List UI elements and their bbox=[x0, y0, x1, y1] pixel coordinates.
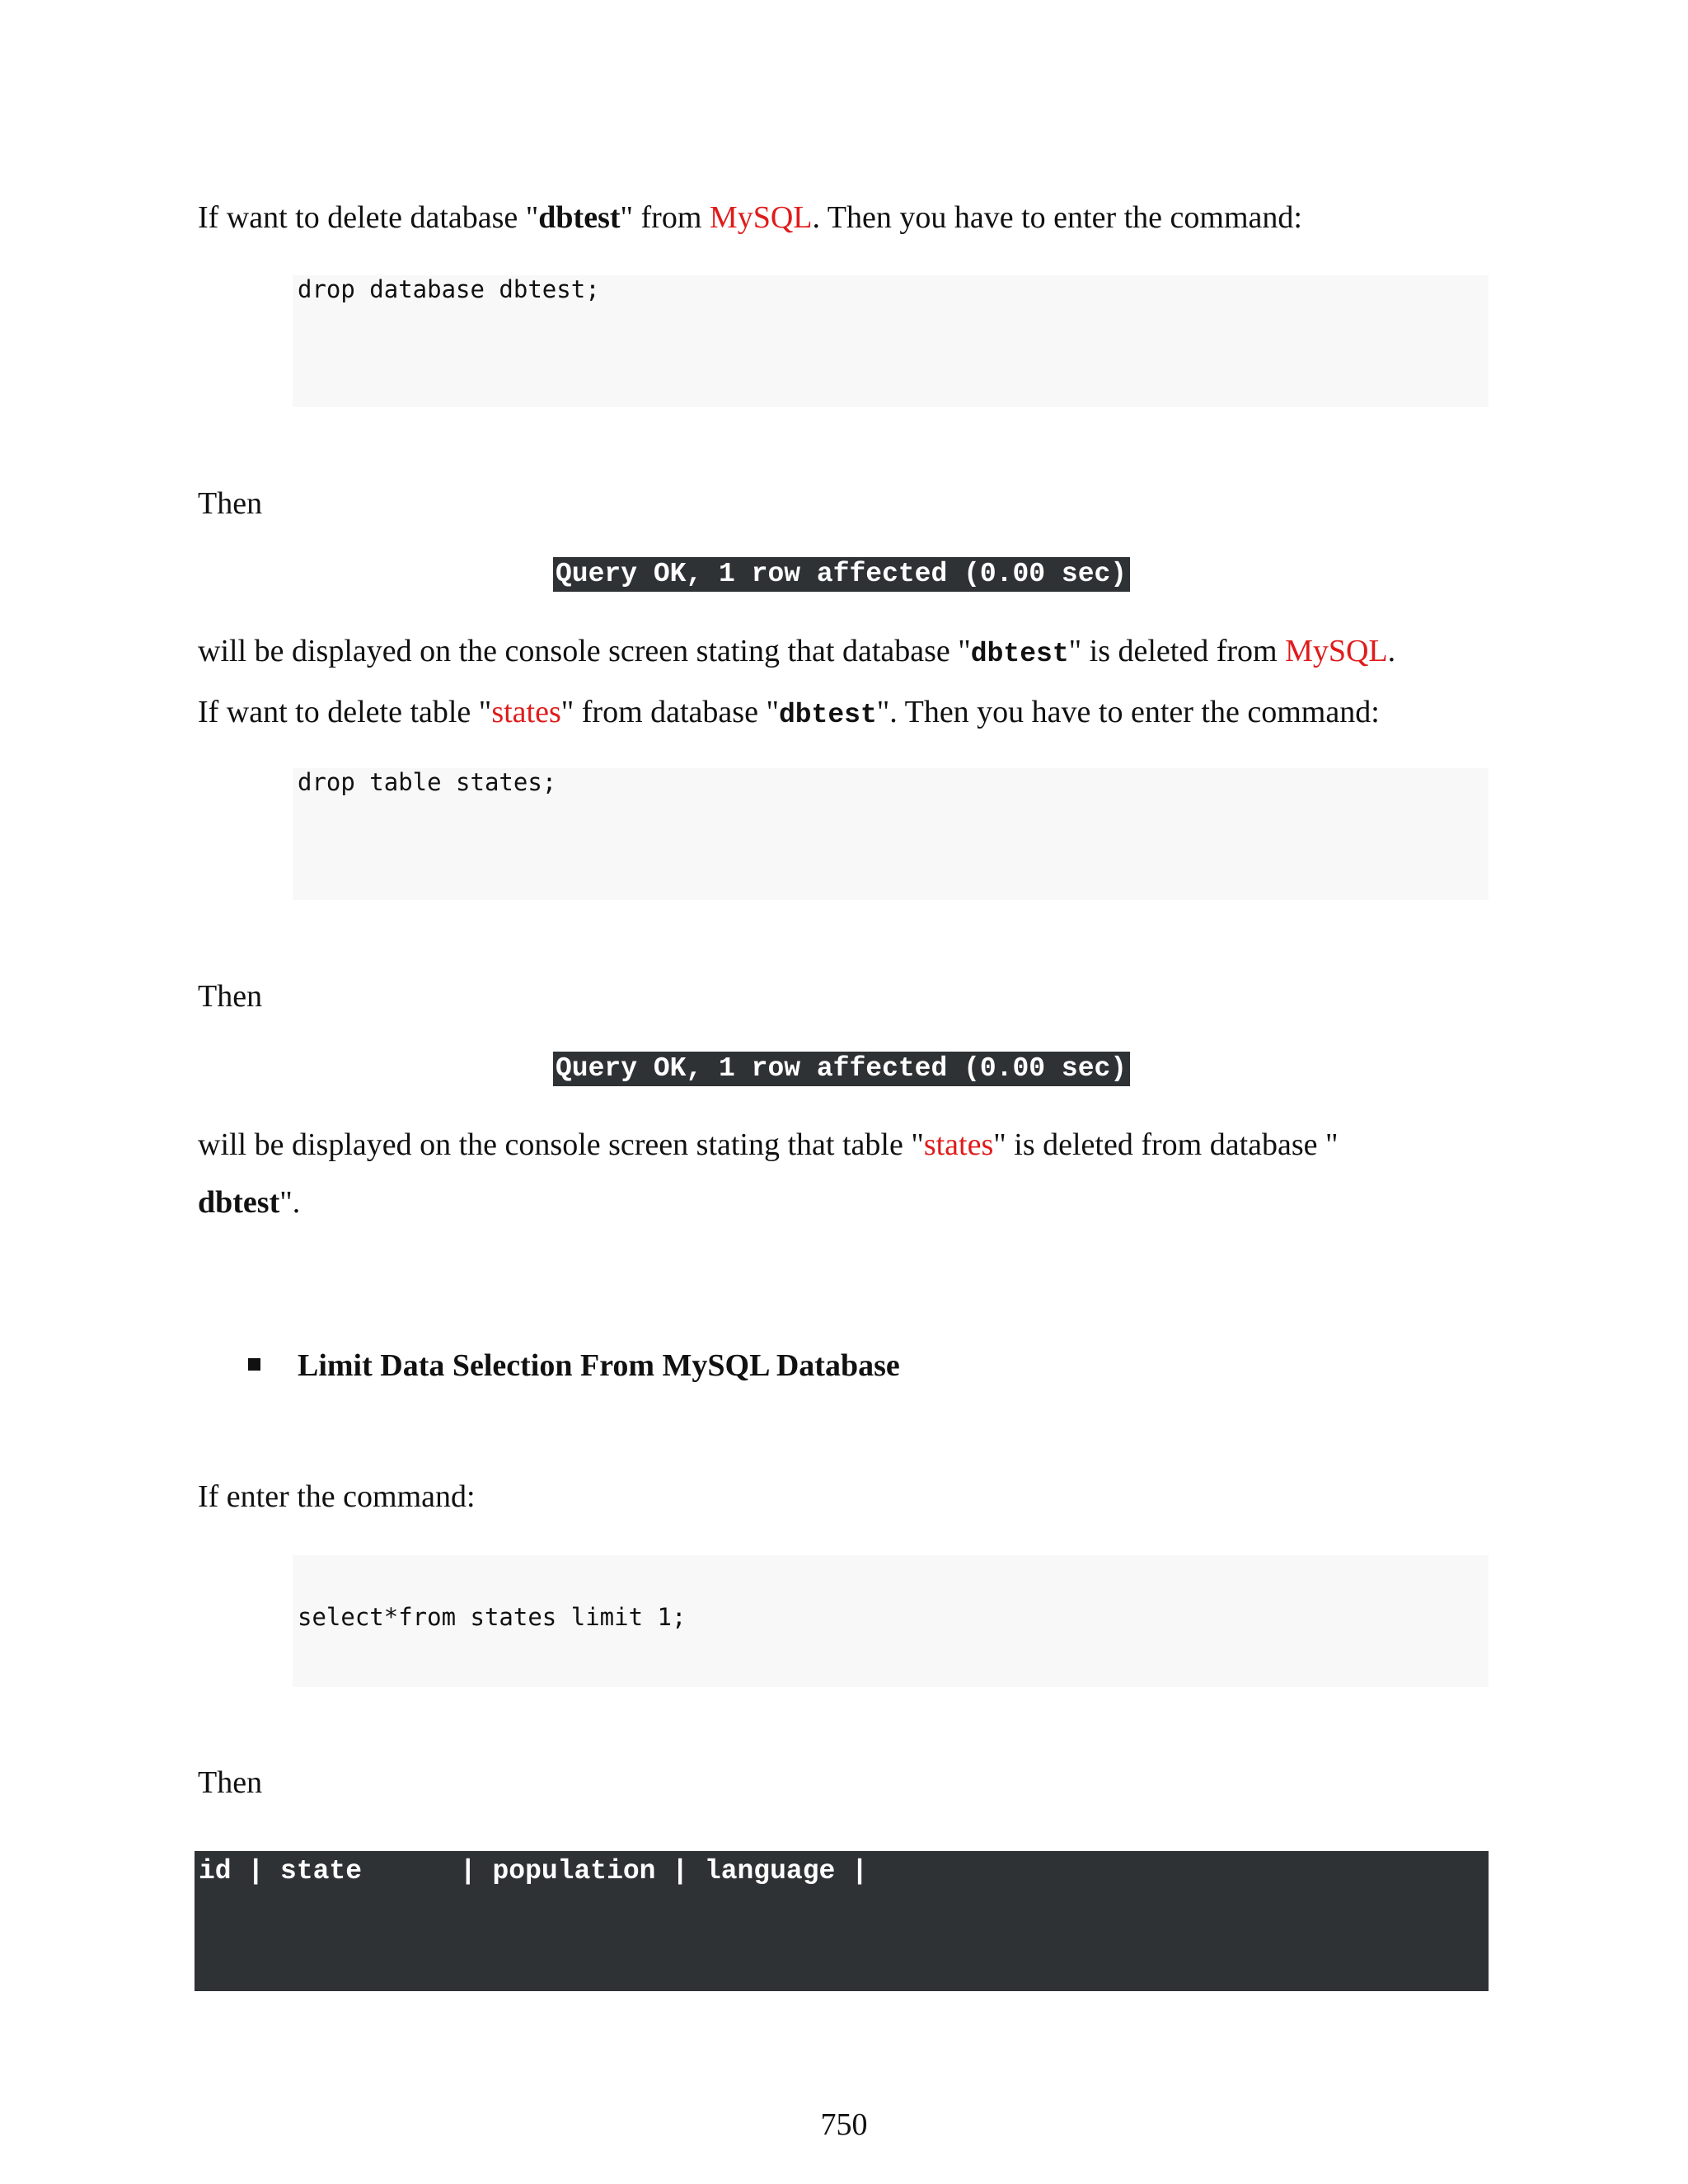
code-block-drop-database bbox=[293, 275, 1489, 407]
square-bullet-icon bbox=[248, 1358, 260, 1371]
page-number: 750 bbox=[820, 2107, 868, 2142]
then-label: Then bbox=[198, 1765, 263, 1800]
console-text: id | state | population | language | bbox=[199, 1856, 868, 1886]
paragraph-delete-database: If want to delete database "dbtest" from MySQL. Then you have to enter the command: bbox=[198, 200, 1302, 235]
code-block-select-limit bbox=[293, 1555, 1489, 1687]
paragraph-table-deleted: will be displayed on the console screen stating that table "states" is deleted from database " dbtest". bbox=[198, 1127, 1339, 1220]
then-label: Then bbox=[198, 979, 263, 1014]
code-block-drop-table bbox=[293, 768, 1489, 900]
then-label: Then bbox=[198, 486, 263, 521]
console-output-query-ok: Query OK, 1 row affected (0.00 sec) bbox=[553, 1052, 1130, 1086]
paragraph-database-deleted: will be displayed on the console screen stating that database "dbtest" is deleted from MySQL. If want to delete table "states" from database "dbtest". Then you have to enter the command: bbox=[198, 634, 1396, 730]
paragraph-enter-command: If enter the command: bbox=[198, 1479, 476, 1514]
section-heading: Limit Data Selection From MySQL Database bbox=[298, 1348, 900, 1383]
code-text: drop database dbtest; bbox=[298, 275, 600, 303]
console-output-table-header bbox=[195, 1851, 1489, 1991]
code-text: select*from states limit 1; bbox=[298, 1603, 687, 1631]
console-output-query-ok: Query OK, 1 row affected (0.00 sec) bbox=[553, 557, 1130, 592]
code-text: drop table states; bbox=[298, 768, 557, 796]
mysql-link-text: MySQL bbox=[1285, 634, 1388, 668]
mysql-link-text: MySQL bbox=[709, 200, 813, 235]
